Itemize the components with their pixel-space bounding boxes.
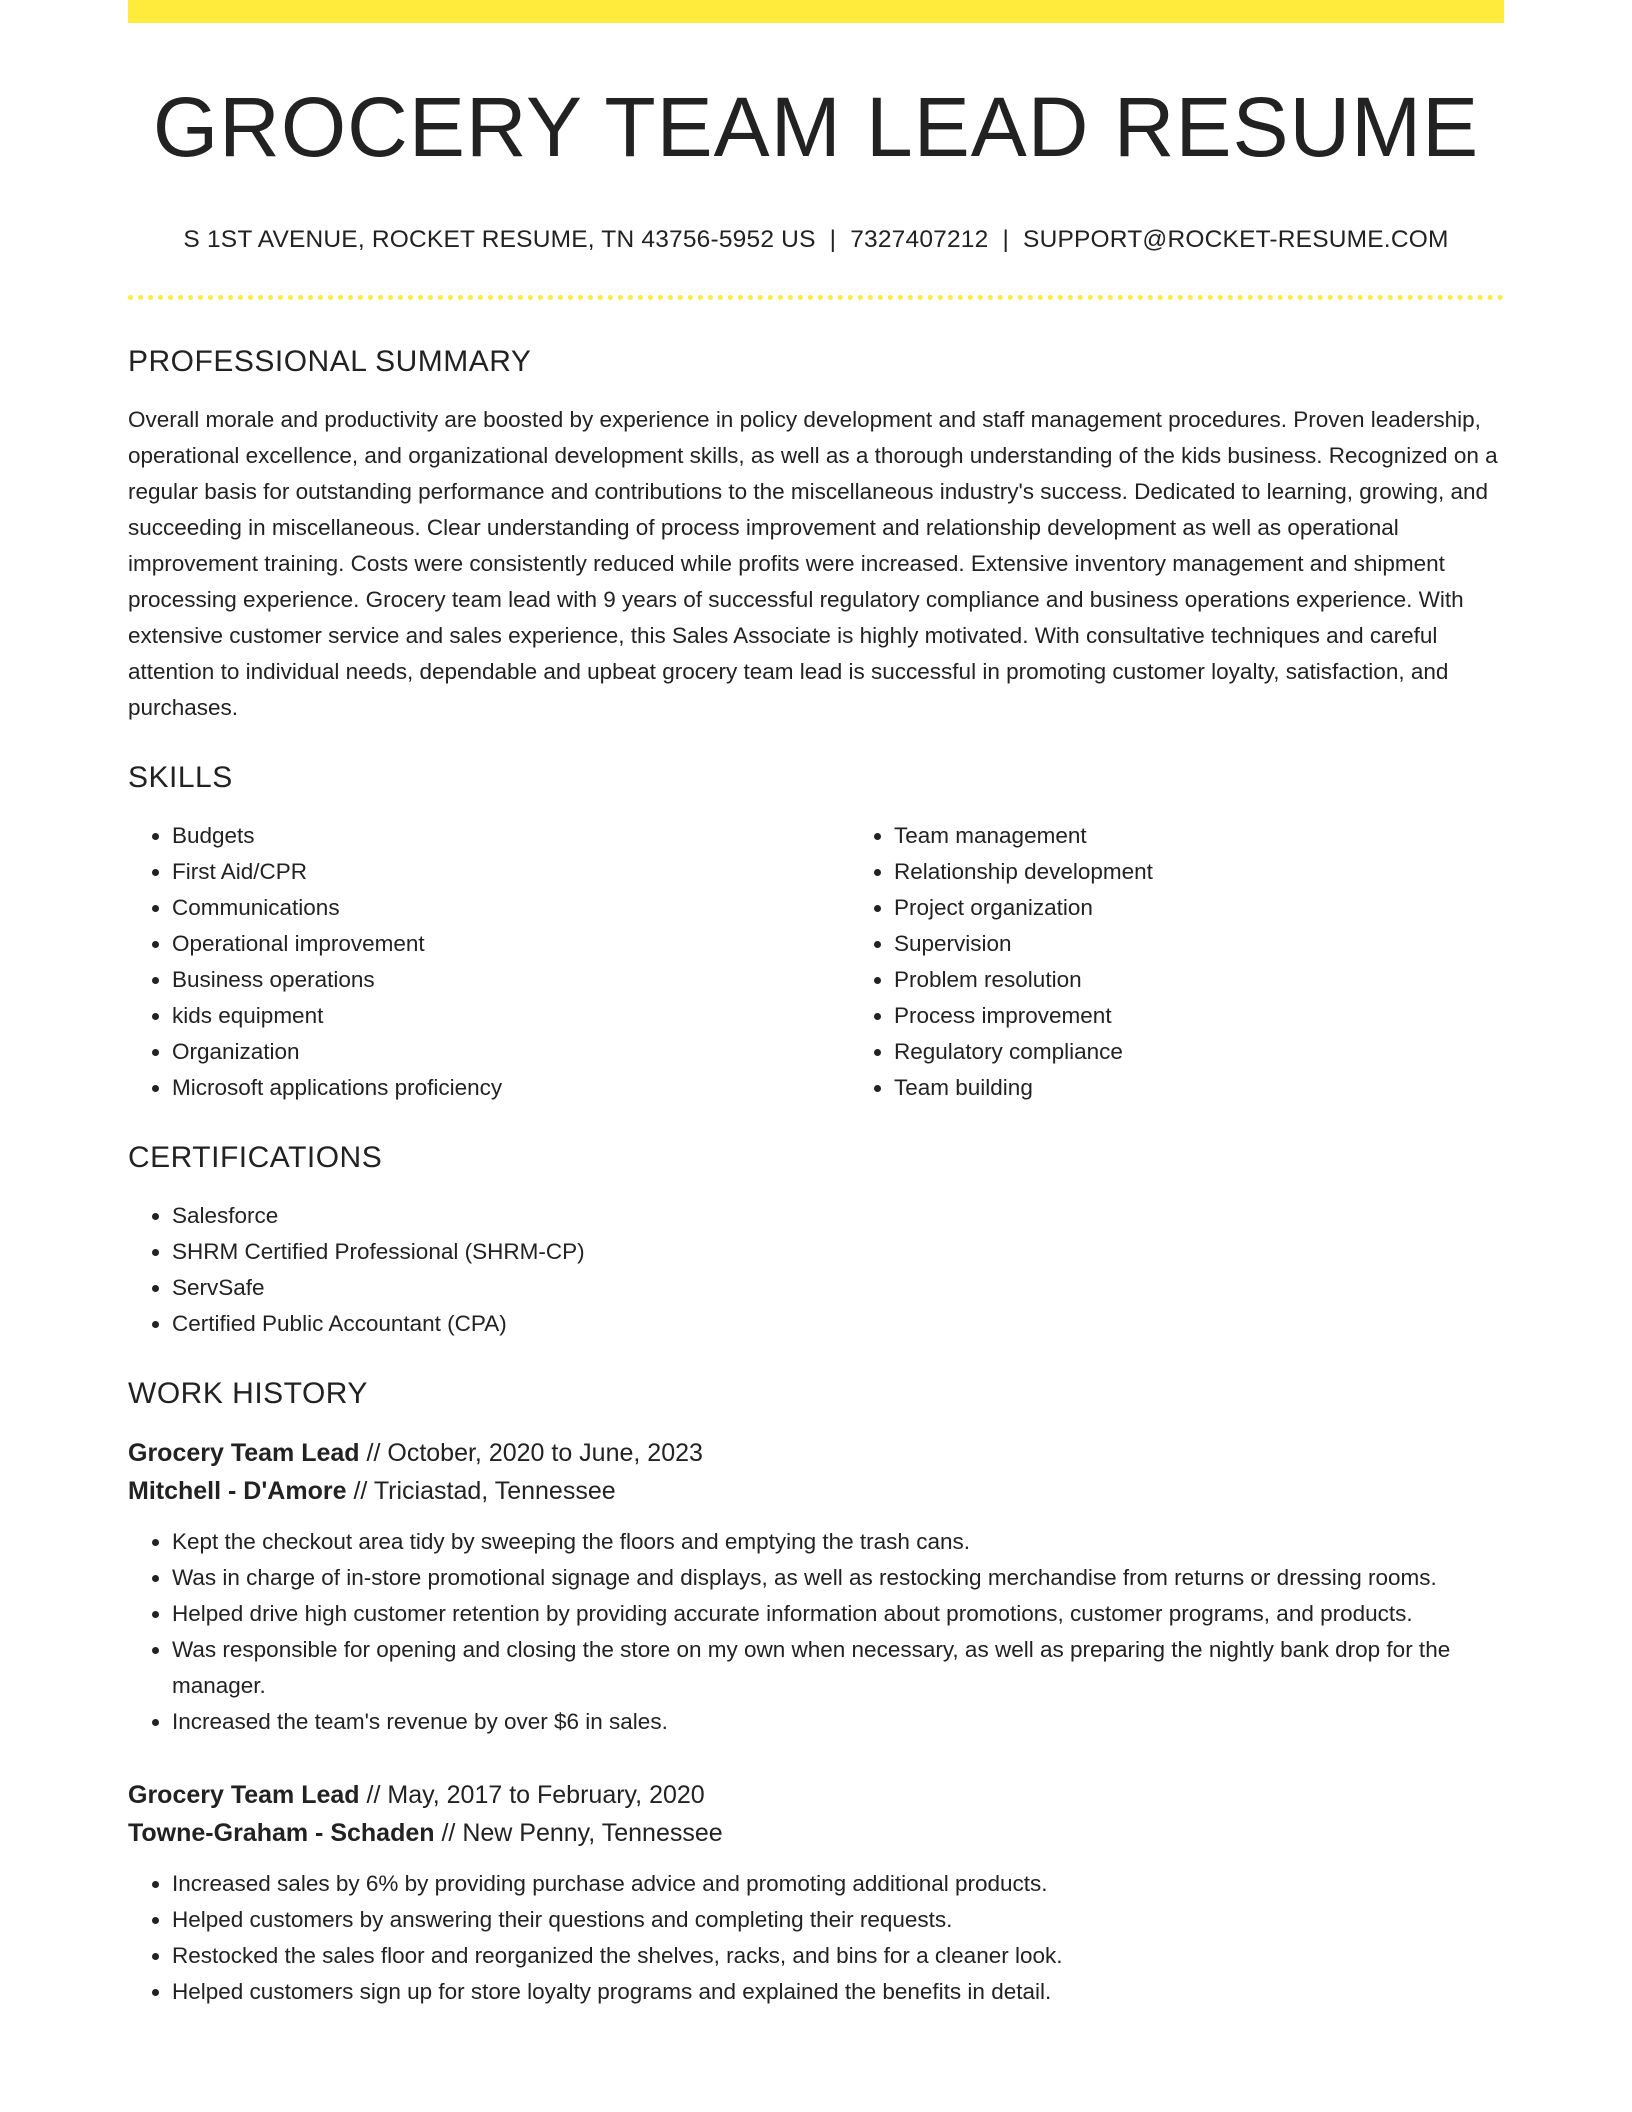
job-duties-list — [128, 1866, 1504, 2010]
section-heading-skills: SKILLS — [128, 760, 233, 794]
job-duty-item: • Kept the checkout area tidy by sweeping the floors and emptying the trash cans. — [172, 1524, 1504, 1560]
job-title-line — [128, 1434, 1504, 1472]
certifications-list — [128, 1198, 1504, 1342]
job-duty-item: • Restocked the sales floor and reorganized the shelves, racks, and bins for a cleaner look. — [172, 1938, 1504, 1974]
contact-email: SUPPORT@ROCKET-RESUME.COM — [1023, 226, 1449, 254]
job-duty-item: • Increased sales by 6% by providing purchase advice and promoting additional products. — [172, 1866, 1504, 1902]
contact-line — [128, 225, 1504, 254]
job-entry — [128, 1776, 1504, 2010]
job-dates: // October, 2020 to June, 2023 — [366, 1438, 703, 1467]
section-heading-work-history: WORK HISTORY — [128, 1376, 368, 1410]
job-title: Grocery Team Lead — [128, 1438, 360, 1467]
skill-item: • Team building — [894, 1070, 1504, 1106]
skill-item: • Relationship development — [894, 854, 1504, 890]
skill-item: • Team management — [894, 818, 1504, 854]
skill-item: • Problem resolution — [894, 962, 1504, 998]
skill-item: • Operational improvement — [172, 926, 850, 962]
job-title: Grocery Team Lead — [128, 1780, 360, 1809]
summary-paragraph: Overall morale and productivity are boosted by experience in policy development and staff management procedures. Proven leadership, operational excellence, and organizational development skills, as well as a thorough understanding of the kids business. Recognized on a regular basis for outstanding performance and contributions to the miscellaneous industry's success. Dedicated to learning, growing, and succeeding in miscellaneous. Clear understanding of process improvement and relationship development as well as operational improvement training. Costs were consistently reduced while profits were increased. Extensive inventory management and shipment processing experience. Grocery team lead with 9 years of successful regulatory compliance and business operations experience. With extensive customer service and sales experience, this Sales Associate is highly motivated. With consultative techniques and careful attention to individual needs, dependable and upbeat grocery team lead is successful in promoting customer loyalty, satisfaction, and purchases. — [128, 406, 1498, 720]
job-company-line — [128, 1814, 1504, 1852]
skill-item: • Organization — [172, 1034, 850, 1070]
certification-item: • Certified Public Accountant (CPA) — [172, 1306, 1504, 1342]
job-location: // New Penny, Tennessee — [441, 1818, 723, 1847]
job-company: Mitchell - D'Amore — [128, 1476, 347, 1505]
certification-item: • SHRM Certified Professional (SHRM-CP) — [172, 1234, 1504, 1270]
contact-phone: 7327407212 — [850, 226, 989, 254]
skills-list-left — [128, 818, 850, 1106]
job-dates: // May, 2017 to February, 2020 — [366, 1780, 705, 1809]
job-entry — [128, 1434, 1504, 1740]
professional-summary-section — [128, 344, 1504, 726]
job-location: // Triciastad, Tennessee — [353, 1476, 616, 1505]
skill-item: • Supervision — [894, 926, 1504, 962]
dotted-divider — [128, 295, 1504, 300]
skills-columns — [128, 818, 1504, 1106]
accent-top-bar — [128, 0, 1504, 23]
job-duties-list — [128, 1524, 1504, 1740]
section-heading-certifications: CERTIFICATIONS — [128, 1140, 383, 1174]
job-company: Towne-Graham - Schaden — [128, 1818, 435, 1847]
work-history-section — [128, 1376, 1504, 2010]
job-duty-item: • Increased the team's revenue by over $6 in sales. — [172, 1704, 1504, 1740]
skill-item: • Regulatory compliance — [894, 1034, 1504, 1070]
job-title-line — [128, 1776, 1504, 1814]
skill-item: • Microsoft applications proficiency — [172, 1070, 850, 1106]
skill-item: • kids equipment — [172, 998, 850, 1034]
skill-item: • Budgets — [172, 818, 850, 854]
job-duty-item: • Helped customers by answering their questions and completing their requests. — [172, 1902, 1504, 1938]
section-heading-summary: PROFESSIONAL SUMMARY — [128, 344, 532, 378]
certification-item: • Salesforce — [172, 1198, 1504, 1234]
skill-item: • Communications — [172, 890, 850, 926]
skill-item: • Business operations — [172, 962, 850, 998]
certifications-section — [128, 1140, 1504, 1342]
certification-item: • ServSafe — [172, 1270, 1504, 1306]
job-duty-item: • Helped customers sign up for store loyalty programs and explained the benefits in detail. — [172, 1974, 1504, 2010]
contact-separator: | — [829, 226, 837, 254]
skill-item: • Process improvement — [894, 998, 1504, 1034]
skill-item: • Project organization — [894, 890, 1504, 926]
resume-title: GROCERY TEAM LEAD RESUME — [152, 80, 1480, 174]
job-company-line — [128, 1472, 1504, 1510]
contact-separator: | — [1002, 226, 1010, 254]
resume-page — [128, 0, 1504, 2010]
skills-list-right — [850, 818, 1504, 1106]
skills-section — [128, 760, 1504, 1106]
job-duty-item: • Was in charge of in-store promotional signage and displays, as well as restocking merchandise from returns or dressing rooms. — [172, 1560, 1504, 1596]
job-duty-item: • Helped drive high customer retention by providing accurate information about promotions, customer programs, and products. — [172, 1596, 1504, 1632]
contact-address: S 1ST AVENUE, ROCKET RESUME, TN 43756-5952 US — [183, 226, 816, 254]
skill-item: • First Aid/CPR — [172, 854, 850, 890]
job-duty-item: • Was responsible for opening and closing the store on my own when necessary, as well as preparing the nightly bank drop for the manager. — [172, 1632, 1504, 1704]
